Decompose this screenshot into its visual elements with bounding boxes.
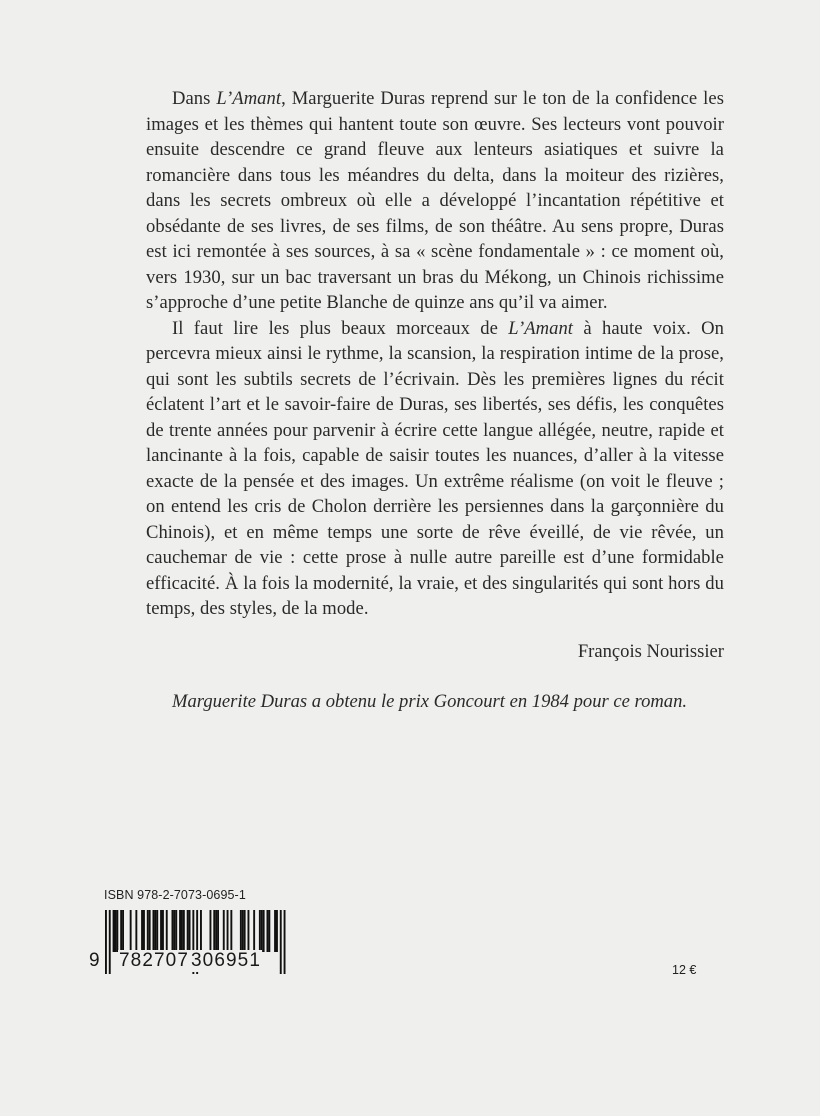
barcode-bar [240, 910, 242, 952]
barcode-bar [217, 910, 219, 952]
barcode-bar [173, 910, 175, 952]
barcode-bar [230, 910, 232, 952]
barcode-bar [227, 910, 229, 952]
barcode-bar [259, 910, 261, 952]
barcode-bar [166, 910, 168, 952]
barcode-bar [181, 910, 183, 952]
barcode-bar [276, 910, 278, 952]
barcode-bar [248, 910, 250, 952]
barcode-bar [141, 910, 143, 952]
barcode-bar [267, 910, 269, 952]
barcode-bar [153, 910, 155, 952]
barcode-bar [223, 910, 225, 952]
barcode-bar [200, 910, 202, 952]
blurb-paragraph-1: Dans L’Amant, Marguerite Duras reprend sur le ton de la confidence les images et les thèmes qui hantent toute son œuvre. Ses lecteurs vont pouvoir ensuite descendre ce grand fleuve aux lenteurs asiatiques et suivre la romancière dans tous les méandres du delta, dans la moiteur des rizières, dans les secrets ombreux où elle a développé l’incantation répétitive et obsédante de ses livres, de ses films, de son théâtre. Au sens propre, Duras est ici remontée à ses sources, à sa « scène fondamentale » : ce moment où, vers 1930, sur un bac traversant un bras du Mékong, un Chinois richissime s’approche d’une petite Blanche de quinze ans qu’il va aimer. [146, 88, 724, 313]
author-signature: François Nourissier [577, 641, 724, 662]
barcode-bar [215, 910, 217, 952]
barcode-guard-bar [105, 910, 107, 974]
barcode-bar [147, 910, 149, 952]
barcode-bar [154, 910, 156, 952]
barcode-bar [187, 910, 189, 952]
barcode-guard-bar [284, 910, 286, 974]
barcode-bar [253, 910, 255, 952]
isbn-label: ISBN 978-2-7073-0695-1 [104, 888, 246, 902]
barcode-bar [274, 910, 276, 952]
barcode-bar [244, 910, 246, 952]
barcode-bar [116, 910, 118, 952]
barcode-guard-bar [109, 910, 111, 974]
back-cover-text [146, 86, 724, 622]
barcode-bar [175, 910, 177, 952]
barcode-bar [160, 910, 162, 952]
barcode-left-digits: 782707 [119, 950, 190, 971]
book-title: L’Amant [508, 317, 574, 339]
barcode-bar [113, 910, 115, 952]
barcode-bar [120, 910, 122, 952]
barcode-bar [115, 910, 117, 952]
barcode-bar [162, 910, 164, 952]
barcode-bar [130, 910, 132, 952]
barcode-bar [172, 910, 174, 952]
barcode-bar [183, 910, 185, 952]
barcode-bar [179, 910, 181, 952]
barcode-bar [143, 910, 145, 952]
blurb-paragraph-2: Il faut lire les plus beaux morceaux de L’Amant à haute voix. On percevra mieux ainsi le rythme, la scansion, la respiration intime de la prose, qui sont les subtils secrets de l’écrivain. Dès les premières lignes du récit éclatent l’art et le savoir-faire de Duras, ses libertés, ses défis, les conquêtes de trente années pour parvenir à écrire cette langue allégée, neutre, rapide et lancinante à la fois, capable de saisir toutes les nuances, d’aller à la vitesse exacte de la pensée et des images. Un extrême réalisme (on voit le fleuve ; on entend les cris de Cholon derrière les persiennes dans la garçonnière du Chinois), et en même temps une sorte de rêve éveillé, de vie rêvée, un cauchemar de vie : cette prose à nulle autre pareille est d’une formidable efficacité. À la fois la modernité, la vraie, et des singularités qui sont hors du temps, des styles, de la mode. [146, 317, 724, 619]
barcode-bar [213, 910, 215, 952]
barcode-bar [210, 910, 212, 952]
barcode-bar [261, 910, 263, 952]
barcode-bar [122, 910, 124, 952]
barcode-bar [242, 910, 244, 952]
barcode-bar [149, 910, 151, 952]
book-title: L’Amant [216, 88, 282, 109]
barcode-right-digits: 306951 [191, 950, 262, 971]
barcode-bar [268, 910, 270, 952]
prize-note: Marguerite Duras a obtenu le prix Goncourt en 1984 pour ce roman. [172, 691, 688, 712]
barcode-bar [189, 910, 191, 952]
barcode-lead-digit: 9 [89, 950, 101, 971]
barcode-bar [156, 910, 158, 952]
barcode-guard-bar [280, 910, 282, 974]
barcode-bar [263, 910, 265, 952]
price-label: 12 € [672, 963, 697, 977]
barcode-bar [135, 910, 137, 952]
